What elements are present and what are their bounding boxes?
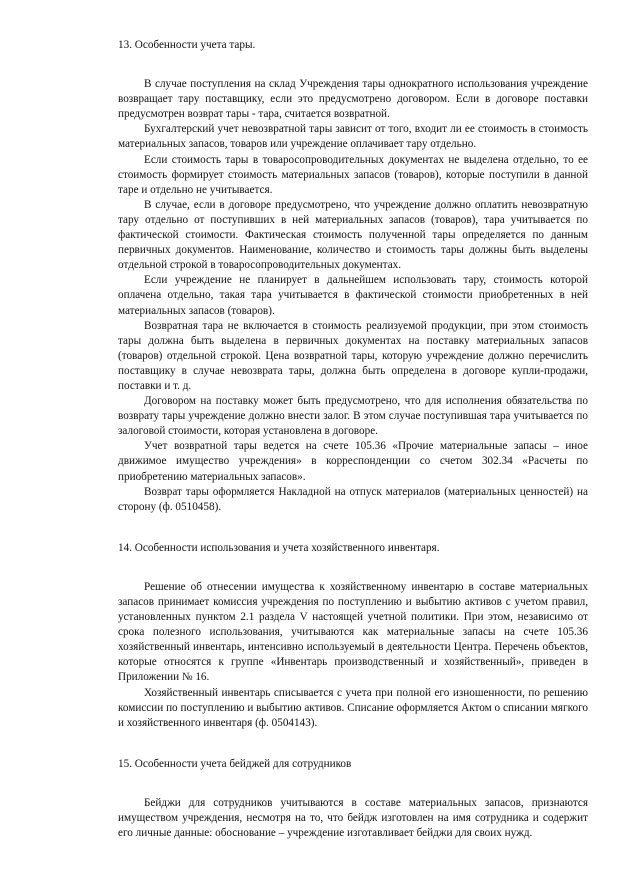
section-13-paragraph: В случае поступления на склад Учреждения тары однократного использования учреждение возвращает тару поставщику, если это предусмотрено договором. Если в договоре поставки предусмотрен возврат тары - тара, считается возвратной. <box>118 78 588 121</box>
section-14-paragraph: Решение об отнесении имущества к хозяйственному инвентарю в составе материальных запасов принимает комиссия учреждения по поступлению и выбытию активов с учетом правил, установленных пунктом 2.1 раздела V настоящей учетной политики. При этом, независимо от срока полезного использования, учитываются как материальные запасы на счете 105.36 хозяйственный инвентарь, интенсивно используемый в деятельности Центра. Перечень объектов, которые относятся к группе «Инвентарь производственный и хозяйственный», приведен в Приложении № 16. <box>118 580 588 684</box>
section-13-paragraph: Возврат тары оформляется Накладной на отпуск материалов (материальных ценностей) на сторону (ф. 0510458). <box>118 485 588 513</box>
section-13-paragraph: Учет возвратной тары ведется на счете 105.36 «Прочие материальные запасы – иное движимое имущество учреждения» в корреспонденции со счетом 302.34 «Расчеты по приобретению материальных запасов». <box>118 440 588 483</box>
section-13-paragraph: Договором на поставку может быть предусмотрено, что для исполнения обязательства по возврату тары учреждение должно внести залог. В этом случае поступившая тара учитывается по залоговой стоимости, которая установлена в договоре. <box>118 395 588 438</box>
section-13-paragraph: Бухгалтерский учет невозвратной тары зависит от того, входит ли ее стоимость в стоимость материальных запасов, товаров или учреждение оплачивает тару отдельно. <box>118 123 588 151</box>
section-14-heading: 14. Особенности использования и учета хозяйственного инвентаря. <box>118 541 440 554</box>
section-13-paragraph: В случае, если в договоре предусмотрено, что учреждение должно оплатить невозвратную тару отдельно от поступивших в ней материальных запасов (товаров), тара учитывается по фактической стоимости. Фактическая стоимость полученной тары определяется по данным первичных документов. Наименование, количество и стоимость тары должны быть выделены отдельной строкой в товаросопроводительных документах. <box>118 198 588 272</box>
section-15-heading: 15. Особенности учета бейджей для сотрудников <box>118 757 352 770</box>
section-14-paragraph: Хозяйственный инвентарь списывается с учета при полной его изношенности, по решению комиссии по поступлению и выбытию активов. Списание оформляется Актом о списании мягкого и хозяйственного инвентаря (ф. 0504143). <box>118 686 588 729</box>
section-13-paragraph: Возвратная тара не включается в стоимость реализуемой продукции, при этом стоимость тары должна быть выделена в первичных документах на поставку материальных запасов (товаров) отдельной строкой. Цена возвратной тары, которую учреждение должно перечислить поставщику в случае невозврата тары, должна быть определена в договоре купли-продажи, поставки и т. д. <box>118 319 588 392</box>
section-13-heading: 13. Особенности учета тары. <box>118 39 256 51</box>
section-13-paragraph: Если стоимость тары в товаросопроводительных документах не выделена отдельно, то ее стоимость формирует стоимость материальных запасов (товаров), которые поступили в данной таре и отдельно не учитывается. <box>118 153 588 196</box>
section-15-paragraph: Бейджи для сотрудников учитываются в составе материальных запасов, признаются имуществом учреждения, несмотря на то, что бейдж изготовлен на имя сотрудника и содержит его личные данные: обоснование – учреждение изготавливает бейджи для своих нужд. <box>118 796 588 840</box>
section-13-paragraph: Если учреждение не планирует в дальнейшем использовать тару, стоимость которой оплачена отдельно, такая тара учитывается в фактической стоимости приобретенных в ней материальных запасов (товаров). <box>118 274 588 317</box>
document-body <box>118 38 588 841</box>
